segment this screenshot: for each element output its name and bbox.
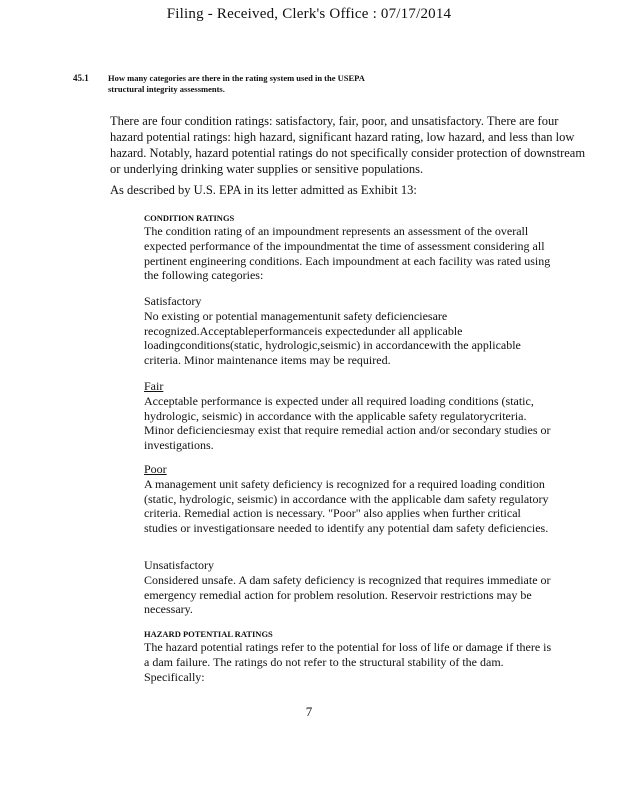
question-text: How many categories are there in the rating system used in the USEPA structural integrity assessments. xyxy=(108,73,365,94)
poor-text: A management unit safety deficiency is recognized for a required loading condition (static, hydrologic, seismic) in accordance with the applicable dam safety regulatory criteria. Remedial action is necessary. "Poor" also applies when further critical studies or investigationsare needed to identify any potential dam safety deficiencies. xyxy=(144,476,549,536)
page-number: 7 xyxy=(305,704,313,719)
condition-ratings-heading: CONDITION RATINGS xyxy=(144,213,235,223)
question-number: 45.1 xyxy=(73,73,89,83)
unsatisfactory-text: Considered unsafe. A dam safety deficiency is recognized that requires immediate or emergency remedial action for problem resolution. Reservoir restrictions may be necessary. xyxy=(144,572,551,617)
poor-section xyxy=(144,462,554,536)
answer-paragraph-1: There are four condition ratings: satisfactory, fair, poor, and unsatisfactory. There are four hazard potential ratings: high hazard, significant hazard rating, low hazard, and less than low hazard. Notably, hazard potential ratings do not specifically consider protection of downstream or underlying drinking water supplies or sensitive populations. xyxy=(110,114,586,176)
satisfactory-text: No existing or potential managementunit safety deficienciesare recognized.Acceptableperformanceis expectedunder all applicable loadingconditions(static, hydrologic,seismic) in accordancewith the applicable criteria. Minor maintenance items may be required. xyxy=(144,308,521,368)
fair-title: Fair xyxy=(144,379,164,393)
satisfactory-section xyxy=(144,294,554,368)
fair-section xyxy=(144,379,554,453)
unsatisfactory-section xyxy=(144,558,554,617)
hazard-ratings-intro: The hazard potential ratings refer to the potential for loss of life or damage if there is a dam failure. The ratings do not refer to the structural stability of the dam. Specifically: xyxy=(144,640,552,684)
unsatisfactory-title: Unsatisfactory xyxy=(144,558,214,572)
fair-text: Acceptable performance is expected under all required loading conditions (static, hydrologic, seismic) in accordance with the applicable safety regulatorycriteria. Minor deficienciesmay exist that require remedial action and/or secondary studies or investigations. xyxy=(144,393,551,453)
poor-title: Poor xyxy=(144,462,167,476)
condition-ratings-section xyxy=(144,213,554,283)
answer-paragraph-2: As described by U.S. EPA in its letter admitted as Exhibit 13: xyxy=(110,183,417,197)
satisfactory-title: Satisfactory xyxy=(144,294,202,308)
hazard-ratings-heading: HAZARD POTENTIAL RATINGS xyxy=(144,629,273,639)
filing-header: Filing - Received, Clerk's Office : 07/17/2014 xyxy=(166,6,452,22)
condition-ratings-intro: The condition rating of an impoundment represents an assessment of the overall expected performance of the impoundmentat the time of assessment considering all pertinent engineering conditions. Each impoundment at each facility was rated using the following categories: xyxy=(144,224,551,283)
hazard-ratings-section xyxy=(144,629,554,684)
